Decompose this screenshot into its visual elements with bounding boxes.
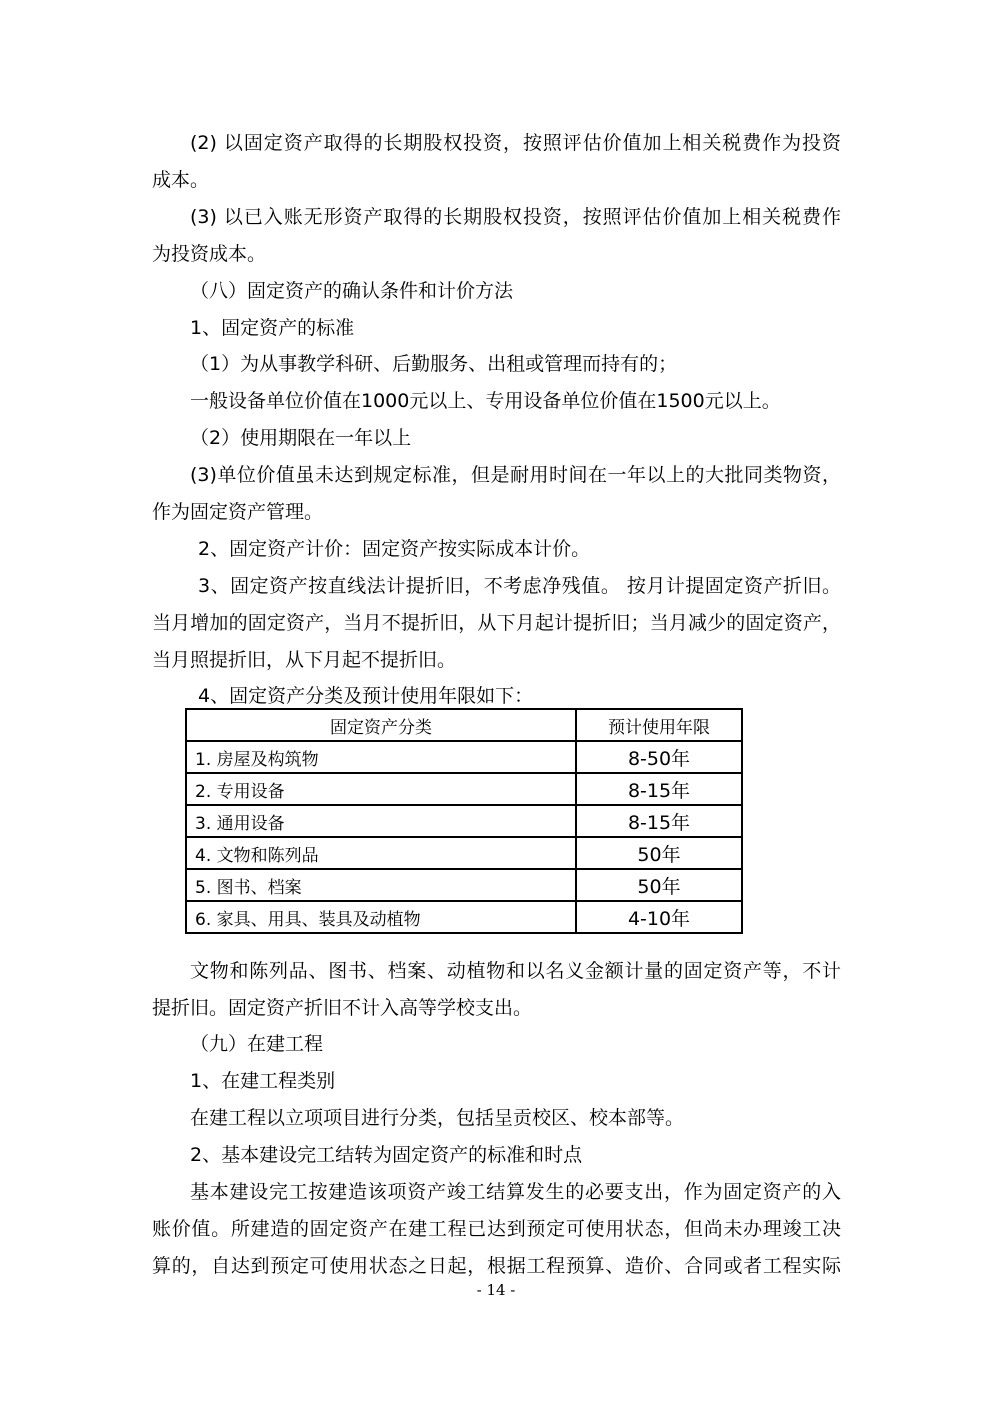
subheading-construction-category: 1、在建工程类别 xyxy=(190,1070,336,1092)
section-heading-9: （九）在建工程 xyxy=(190,1033,324,1055)
table-row xyxy=(186,741,742,773)
paragraph-line: （1）为从事教学科研、后勤服务、出租或管理而持有的； xyxy=(190,353,678,375)
category-cell: 6. 家具、用具、装具及动植物 xyxy=(186,901,576,933)
paragraph-line: 为投资成本。 xyxy=(152,243,267,265)
subheading-classification: 4、固定资产分类及预计使用年限如下： xyxy=(198,685,534,707)
subheading-pricing: 2、固定资产计价：固定资产按实际成本计价。 xyxy=(198,538,591,560)
paragraph-line: （2）使用期限在一年以上 xyxy=(190,427,412,449)
table-row xyxy=(186,805,742,837)
paragraph-line: (3) 以已入账无形资产取得的长期股权投资，按照评估价值加上相关税费作 xyxy=(190,206,841,228)
subheading-standard: 1、固定资产的标准 xyxy=(190,317,355,339)
table-row xyxy=(186,901,742,933)
years-cell: 4-10年 xyxy=(576,901,742,933)
subheading-transfer-standard: 2、基本建设完工结转为固定资产的标准和时点 xyxy=(190,1144,583,1166)
years-cell: 50年 xyxy=(576,869,742,901)
category-cell: 1. 房屋及构筑物 xyxy=(186,741,576,773)
paragraph-line: 成本。 xyxy=(152,169,210,191)
paragraph-line: 3、固定资产按直线法计提折旧，不考虑净残值。 按月计提固定资产折旧。 xyxy=(198,575,841,597)
category-cell: 4. 文物和陈列品 xyxy=(186,837,576,869)
column-header-category: 固定资产分类 xyxy=(186,709,576,741)
table-row xyxy=(186,837,742,869)
asset-depreciation-table xyxy=(185,708,743,934)
table-row xyxy=(186,773,742,805)
category-cell: 2. 专用设备 xyxy=(186,773,576,805)
table-header-row xyxy=(186,709,742,741)
page-number: - 14 - xyxy=(476,1281,516,1299)
column-header-years: 预计使用年限 xyxy=(576,709,742,741)
paragraph-line: (2) 以固定资产取得的长期股权投资，按照评估价值加上相关税费作为投资 xyxy=(190,132,841,154)
category-cell: 5. 图书、档案 xyxy=(186,869,576,901)
section-heading-8: （八）固定资产的确认条件和计价方法 xyxy=(190,280,514,302)
paragraph-line: 基本建设完工按建造该项资产竣工结算发生的必要支出，作为固定资产的入 xyxy=(190,1181,841,1203)
paragraph-line: 在建工程以立项项目进行分类，包括呈贡校区、校本部等。 xyxy=(190,1107,685,1129)
years-cell: 8-15年 xyxy=(576,805,742,837)
paragraph-line: 提折旧。固定资产折旧不计入高等学校支出。 xyxy=(152,997,533,1019)
paragraph-line: 当月增加的固定资产，当月不提折旧，从下月起计提折旧；当月减少的固定资产， xyxy=(152,612,841,634)
years-cell: 50年 xyxy=(576,837,742,869)
table-row xyxy=(186,869,742,901)
paragraph-line: 文物和陈列品、图书、档案、动植物和以名义金额计量的固定资产等，不计 xyxy=(190,960,841,982)
years-cell: 8-50年 xyxy=(576,741,742,773)
paragraph-line: 账价值。所建造的固定资产在建工程已达到预定可使用状态，但尚未办理竣工决 xyxy=(152,1218,841,1240)
paragraph-line: (3)单位价值虽未达到规定标准，但是耐用时间在一年以上的大批同类物资， xyxy=(190,464,841,486)
paragraph-line: 当月照提折旧，从下月起不提折旧。 xyxy=(152,649,457,671)
years-cell: 8-15年 xyxy=(576,773,742,805)
paragraph-line: 算的，自达到预定可使用状态之日起，根据工程预算、造价、合同或者工程实际 xyxy=(152,1255,841,1277)
paragraph-line: 一般设备单位价值在1000元以上、专用设备单位价值在1500元以上。 xyxy=(190,390,781,412)
category-cell: 3. 通用设备 xyxy=(186,805,576,837)
paragraph-line: 作为固定资产管理。 xyxy=(152,501,324,523)
